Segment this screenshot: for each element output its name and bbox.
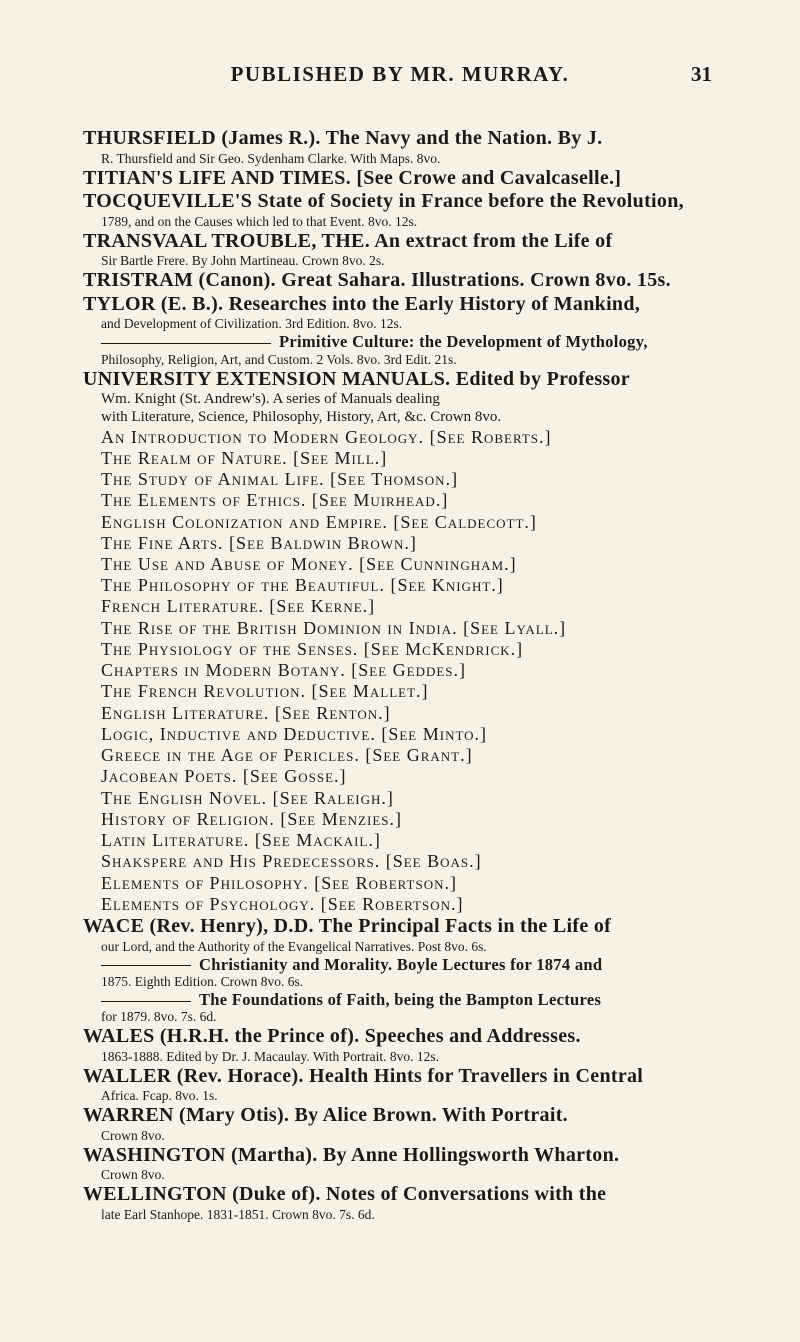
series-item: The Realm of Nature. [See Mill.] bbox=[101, 447, 388, 468]
entry-title: Primitive Culture: the Development of Mythology, bbox=[279, 332, 648, 352]
series-item: The Physiology of the Senses. [See McKendrick.] bbox=[101, 638, 524, 659]
entry-details: for 1879. 8vo. 7s. 6d. bbox=[101, 1009, 217, 1025]
series-item: History of Religion. [See Menzies.] bbox=[101, 808, 402, 829]
catalogue-entry-tylor bbox=[83, 293, 715, 333]
series-item: The Study of Animal Life. [See Thomson.] bbox=[101, 469, 459, 490]
entry-details: our Lord, and the Authority of the Evangelical Narratives. Post 8vo. 6s. bbox=[101, 938, 487, 954]
entry-heading: TRANSVAAL TROUBLE, THE. An extract from the Life of bbox=[83, 229, 613, 252]
catalogue-entry-warren bbox=[83, 1104, 715, 1144]
catalogue-entry-transvaal bbox=[83, 230, 715, 270]
entry-details: late Earl Stanhope. 1831-1851. Crown 8vo. 7s. 6d. bbox=[101, 1206, 375, 1222]
catalogue-entry-university-extension bbox=[83, 368, 715, 427]
series-item: French Literature. [See Kerne.] bbox=[101, 596, 376, 617]
running-title: PUBLISHED BY MR. MURRAY. bbox=[230, 62, 570, 86]
entry-details: 1875. Eighth Edition. Crown 8vo. 6s. bbox=[101, 973, 304, 989]
entry-heading: TRISTRAM (Canon). Great Sahara. Illustrations. Crown 8vo. 15s. bbox=[83, 269, 671, 292]
entry-details: and Development of Civilization. 3rd Edition. 8vo. 12s. bbox=[101, 316, 403, 332]
catalogue-entry-tristram bbox=[83, 269, 715, 293]
catalogue-list bbox=[83, 127, 715, 1223]
entry-heading: WELLINGTON (Duke of). Notes of Conversations with the bbox=[83, 1183, 607, 1206]
series-item: English Colonization and Empire. [See Caldecott.] bbox=[101, 511, 537, 532]
entry-details: Philosophy, Religion, Art, and Custom. 2 Vols. 8vo. 3rd Edit. 21s. bbox=[101, 351, 457, 367]
catalogue-entry-waller bbox=[83, 1065, 715, 1105]
entry-title: The Foundations of Faith, being the Bampton Lectures bbox=[199, 989, 602, 1009]
catalogue-entry-titian bbox=[83, 167, 715, 191]
catalogue-entry-tylor-primitive-culture bbox=[83, 332, 715, 367]
series-item: The Use and Abuse of Money. [See Cunningham.] bbox=[101, 554, 517, 575]
entry-details: Wm. Knight (St. Andrew's). A series of Manuals dealing bbox=[101, 391, 440, 408]
catalogue-entry-wales bbox=[83, 1025, 715, 1065]
series-item: The French Revolution. [See Mallet.] bbox=[101, 681, 429, 702]
catalogue-entry-tocqueville bbox=[83, 190, 715, 230]
running-header bbox=[0, 62, 800, 92]
entry-heading bbox=[83, 955, 715, 974]
catalogue-entry-wellington bbox=[83, 1183, 715, 1223]
catalogue-entry-thursfield bbox=[83, 127, 715, 167]
entry-heading: TYLOR (E. B.). Researches into the Early History of Mankind, bbox=[83, 292, 641, 315]
entry-heading: UNIVERSITY EXTENSION MANUALS. Edited by Professor bbox=[83, 367, 630, 390]
entry-heading: THURSFIELD (James R.). The Navy and the Nation. By J. bbox=[83, 127, 603, 149]
entry-heading bbox=[83, 332, 715, 351]
manuals-series-list bbox=[83, 427, 715, 915]
entry-title: Christianity and Morality. Boyle Lectures for 1874 and bbox=[199, 954, 603, 974]
entry-details: R. Thursfield and Sir Geo. Sydenham Clarke. With Maps. 8vo. bbox=[101, 150, 441, 166]
entry-heading: WACE (Rev. Henry), D.D. The Principal Facts in the Life of bbox=[83, 915, 612, 937]
entry-heading: WALES (H.R.H. the Prince of). Speeches and Addresses. bbox=[83, 1025, 581, 1048]
series-item: English Literature. [See Renton.] bbox=[101, 702, 391, 723]
catalogue-entry-wace-foundations bbox=[83, 990, 715, 1025]
series-item: The Elements of Ethics. [See Muirhead.] bbox=[101, 490, 449, 511]
entry-heading bbox=[83, 990, 715, 1009]
series-item: Greece in the Age of Pericles. [See Grant.] bbox=[101, 745, 473, 766]
entry-heading: TOCQUEVILLE'S State of Society in France before the Revolution, bbox=[83, 190, 684, 213]
series-item: Elements of Philosophy. [See Robertson.] bbox=[101, 872, 457, 893]
entry-details: Sir Bartle Frere. By John Martineau. Crown 8vo. 2s. bbox=[101, 253, 385, 269]
entry-heading: WARREN (Mary Otis). By Alice Brown. With Portrait. bbox=[83, 1104, 568, 1127]
ditto-dash bbox=[101, 1001, 191, 1002]
entry-heading: TITIAN'S LIFE AND TIMES. [See Crowe and Cavalcaselle.] bbox=[83, 166, 622, 189]
entry-heading: WASHINGTON (Martha). By Anne Hollingsworth Wharton. bbox=[83, 1143, 620, 1166]
series-item: Jacobean Poets. [See Gosse.] bbox=[101, 766, 347, 787]
entry-details: Crown 8vo. bbox=[101, 1167, 165, 1183]
page-number: 31 bbox=[691, 62, 712, 86]
entry-details: with Literature, Science, Philosophy, History, Art, &c. Crown 8vo. bbox=[101, 408, 502, 425]
series-item: Chapters in Modern Botany. [See Geddes.] bbox=[101, 660, 467, 681]
catalogue-entry-wace-christianity bbox=[83, 955, 715, 990]
ditto-dash bbox=[101, 343, 271, 344]
series-item: Elements of Psychology. [See Robertson.] bbox=[101, 893, 464, 914]
entry-details: Crown 8vo. bbox=[101, 1127, 165, 1143]
series-item: The Rise of the British Dominion in India. [See Lyall.] bbox=[101, 617, 567, 638]
catalogue-entry-washington bbox=[83, 1144, 715, 1184]
series-item: Latin Literature. [See Mackail.] bbox=[101, 830, 381, 851]
series-item: The Philosophy of the Beautiful. [See Knight.] bbox=[101, 575, 504, 596]
series-item: The Fine Arts. [See Baldwin Brown.] bbox=[101, 532, 417, 553]
series-item: Logic, Inductive and Deductive. [See Minto.] bbox=[101, 723, 488, 744]
series-item: The English Novel. [See Raleigh.] bbox=[101, 787, 394, 808]
series-item: An Introduction to Modern Geology. [See Roberts.] bbox=[101, 426, 552, 447]
entry-details: 1863-1888. Edited by Dr. J. Macaulay. With Portrait. 8vo. 12s. bbox=[101, 1048, 440, 1064]
ditto-dash bbox=[101, 965, 191, 966]
series-item: Shakspere and His Predecessors. [See Boas.] bbox=[101, 851, 482, 872]
entry-details: 1789, and on the Causes which led to that Event. 8vo. 12s. bbox=[101, 213, 418, 229]
catalogue-entry-wace bbox=[83, 915, 715, 955]
entry-heading: WALLER (Rev. Horace). Health Hints for Travellers in Central bbox=[83, 1064, 644, 1087]
entry-details: Africa. Fcap. 8vo. 1s. bbox=[101, 1088, 218, 1104]
